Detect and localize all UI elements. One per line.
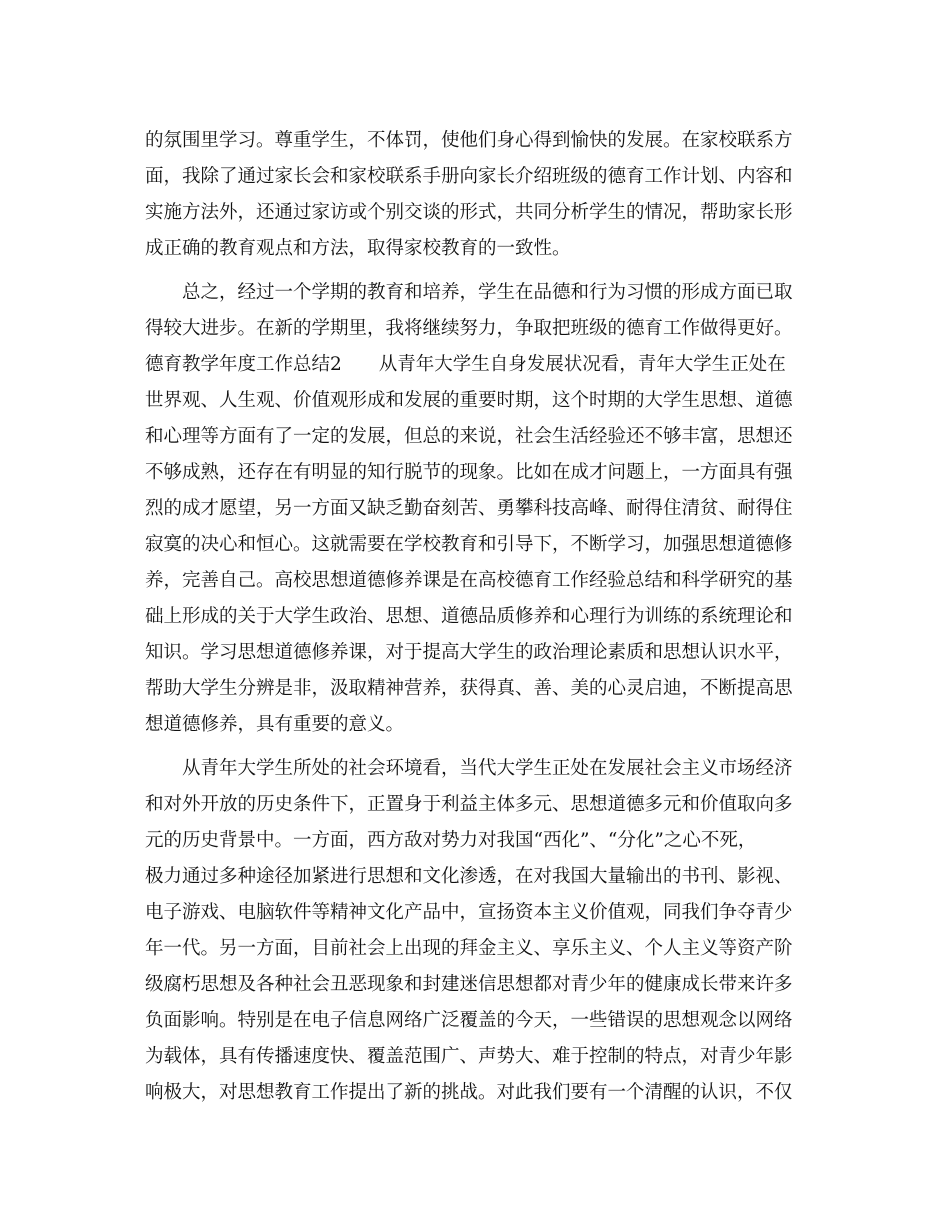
- text-line: 寂寞的决心和恒心。这就需要在学校教育和引导下，不断学习，加强思想道德修: [145, 534, 793, 555]
- text-line: 想道德修养，具有重要的意义。: [145, 714, 405, 735]
- text-line: 础上形成的关于大学生政治、思想、道德品质修养和心理行为训练的系统理论和: [145, 606, 793, 627]
- text-line: 帮助大学生分辨是非，汲取精神营养，获得真、善、美的心灵启迪，不断提高思: [145, 678, 793, 699]
- text-line: 养，完善自己。高校思想道德修养课是在高校德育工作经验总结和科学研究的基: [145, 570, 793, 591]
- paragraph-first-line: 从青年大学生所处的社会环境看，当代大学生正处在发展社会主义市场经济: [182, 758, 793, 779]
- text-line: 级腐朽思想及各种社会丑恶现象和封建迷信思想都对青少年的健康成长带来许多: [145, 974, 793, 995]
- text-line: 知识。学习思想道德修养课，对于提高大学生的政治理论素质和思想认识水平，: [145, 642, 793, 663]
- text-line: 负面影响。特别是在电子信息网络广泛覆盖的今天，一些错误的思想观念以网络: [145, 1010, 793, 1031]
- text-line: 的氛围里学习。尊重学生，不体罚，使他们身心得到愉快的发展。在家校联系方: [145, 130, 793, 151]
- text-line: 和心理等方面有了一定的发展，但总的来说，社会生活经验还不够丰富，思想还: [145, 426, 793, 447]
- text-line: 和对外开放的历史条件下，正置身于利益主体多元、思想道德多元和价值取向多: [145, 794, 793, 815]
- paragraph-first-line: 总之，经过一个学期的教育和培养，学生在品德和行为习惯的形成方面已取: [182, 282, 793, 303]
- text-line: 成正确的教育观点和方法，取得家校教育的一致性。: [145, 238, 571, 259]
- text-line: 得较大进步。在新的学期里，我将继续努力，争取把班级的德育工作做得更好。: [145, 318, 793, 339]
- text-line: 实施方法外，还通过家访或个别交谈的形式，共同分析学生的情况，帮助家长形: [145, 202, 793, 223]
- text-line: 响极大，对思想教育工作提出了新的挑战。对此我们要有一个清醒的认识，不仅: [145, 1082, 793, 1103]
- text-line: 极力通过多种途径加紧进行思想和文化渗透，在对我国大量输出的书刊、影视、: [145, 866, 793, 887]
- section-heading-line: 德育教学年度工作总结2 从青年大学生自身发展状况看，青年大学生正处在: [145, 354, 786, 375]
- text-line: 电子游戏、电脑软件等精神文化产品中，宣扬资本主义价值观，同我们争夺青少: [145, 902, 793, 923]
- text-line: 元的历史背景中。一方面，西方敌对势力对我国“西化”、“分化”之心不死，: [145, 830, 757, 851]
- text-line: 为载体，具有传播速度快、覆盖范围广、声势大、难于控制的特点，对青少年影: [145, 1046, 793, 1067]
- text-line: 世界观、人生观、价值观形成和发展的重要时期，这个时期的大学生思想、道德: [145, 390, 793, 411]
- text-line: 年一代。另一方面，目前社会上出现的拜金主义、享乐主义、个人主义等资产阶: [145, 938, 793, 959]
- text-line: 烈的成才愿望，另一方面又缺乏勤奋刻苦、勇攀科技高峰、耐得住清贫、耐得住: [145, 498, 793, 519]
- text-line: 不够成熟，还存在有明显的知行脱节的现象。比如在成才问题上，一方面具有强: [145, 462, 793, 483]
- text-line: 面，我除了通过家长会和家校联系手册向家长介绍班级的德育工作计划、内容和: [145, 166, 793, 187]
